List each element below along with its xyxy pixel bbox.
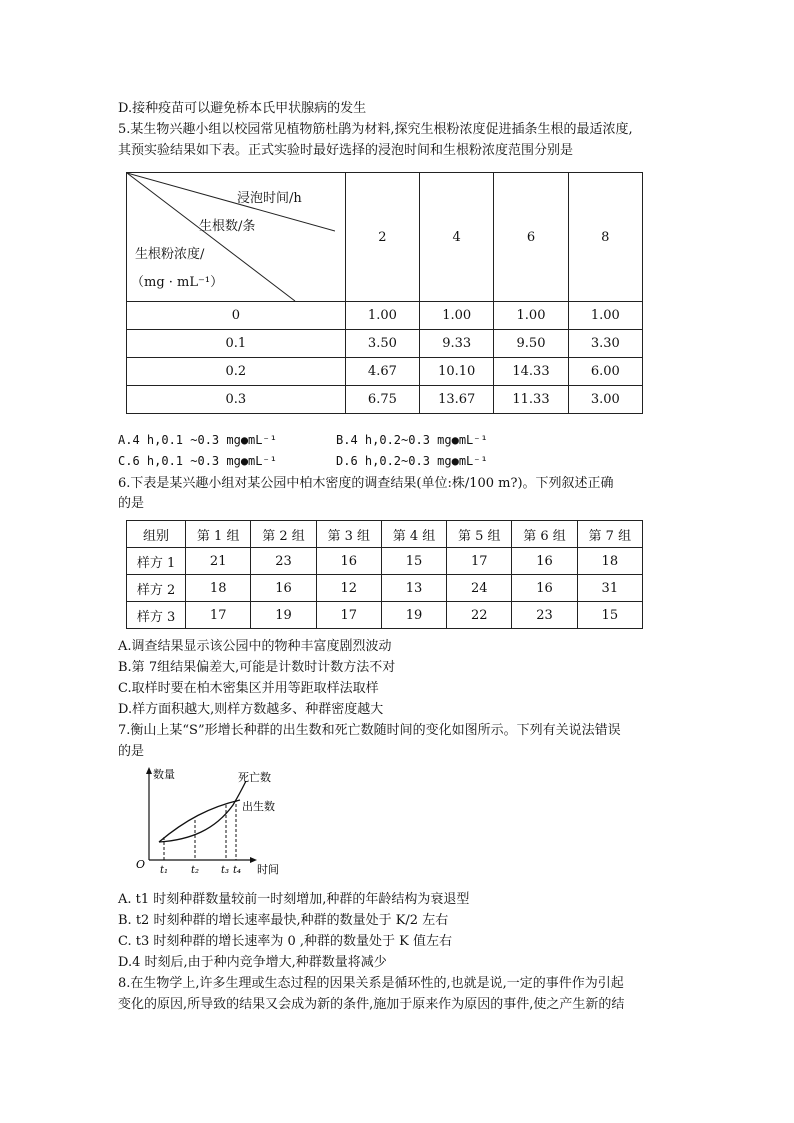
t3-label: t₃: [221, 865, 230, 876]
q5-option-b: B.4 h,0.2~0.3 mg●mL⁻¹: [336, 433, 488, 447]
density-table: [126, 520, 643, 629]
value-cell: 22: [447, 602, 512, 629]
value-cell: 9.50: [494, 330, 568, 358]
row-label: 样方 1: [127, 548, 186, 575]
header-roots: 生根数/条: [199, 219, 256, 234]
value-cell: 1.00: [494, 302, 568, 330]
time-8: 8: [568, 173, 642, 302]
row-label: 样方 3: [127, 602, 186, 629]
q5-stem-2: 其预实验结果如下表。正式实验时最好选择的浸泡时间和生根粉浓度范围分别是: [118, 143, 574, 158]
value-cell: 18: [577, 548, 642, 575]
q7-stem-1: 7.衡山上某“S”形增长种群的出生数和死亡数随时间的变化如图所示。下列有关说法错误: [118, 723, 621, 738]
t1-label: t₁: [160, 865, 169, 876]
conc-cell: 0.3: [127, 386, 346, 414]
q5-option-a: A.4 h,0.1 ~0.3 mg●mL⁻¹: [118, 433, 277, 447]
q8-stem-1: 8.在生物学上,许多生理或生态过程的因果关系是循环性的,也就是说,一定的事件作为引起: [118, 976, 624, 991]
origin-label: O: [136, 858, 146, 871]
q5-option-c: C.6 h,0.1 ~0.3 mg●mL⁻¹: [118, 454, 277, 468]
value-cell: 16: [251, 575, 316, 602]
q6-option-c: C.取样时要在柏木密集区并用等距取样法取样: [118, 681, 379, 696]
value-cell: 17: [447, 548, 512, 575]
conc-cell: 0: [127, 302, 346, 330]
value-cell: 14.33: [494, 358, 568, 386]
time-4: 4: [420, 173, 494, 302]
group-header: 第 2 组: [251, 521, 316, 548]
birth-death-graph: [130, 765, 290, 883]
value-cell: 18: [186, 575, 251, 602]
q5-stem-1: 5.某生物兴趣小组以校园常见植物筋杜鹃为材料,探究生根粉浓度促进插条生根的最适浓度,: [118, 122, 633, 137]
value-cell: 17: [316, 602, 381, 629]
q6-stem-1: 6.下表是某兴趣小组对某公园中柏木密度的调查结果(单位:株/100 m?)。下列叙述正确: [118, 476, 614, 491]
group-header: 第 6 组: [512, 521, 577, 548]
row-label: 样方 2: [127, 575, 186, 602]
header-conc: 生根粉浓度/: [135, 247, 205, 262]
q4-option-d: D.接种疫苗可以避免桥本氏甲状腺病的发生: [118, 101, 367, 116]
x-label: 时间: [257, 863, 279, 876]
value-cell: 17: [186, 602, 251, 629]
birth-curve: [159, 800, 240, 842]
group-header: 第 1 组: [186, 521, 251, 548]
y-label: 数量: [153, 768, 175, 781]
value-cell: 23: [512, 602, 577, 629]
x-arrow-icon: [250, 857, 257, 863]
value-cell: 1.00: [420, 302, 494, 330]
value-cell: 12: [316, 575, 381, 602]
birth-label: 出生数: [242, 800, 275, 813]
header-time: 浸泡时间/h: [237, 191, 302, 206]
t4-label: t₄: [233, 865, 242, 876]
value-cell: 15: [577, 602, 642, 629]
value-cell: 6.00: [568, 358, 642, 386]
q6-option-a: A.调查结果显示该公园中的物种丰富度剧烈波动: [118, 639, 392, 654]
header-unit: （mg · mL⁻¹）: [131, 275, 224, 290]
group-header: 第 7 组: [577, 521, 642, 548]
death-label: 死亡数: [238, 771, 271, 784]
group-header: 第 3 组: [316, 521, 381, 548]
t2-label: t₂: [191, 865, 200, 876]
value-cell: 11.33: [494, 386, 568, 414]
value-cell: 16: [512, 575, 577, 602]
q7-option-a: A. t1 时刻种群数量较前一时刻增加,种群的年龄结构为衰退型: [118, 892, 470, 907]
time-6: 6: [494, 173, 568, 302]
q5-option-d: D.6 h,0.2~0.3 mg●mL⁻¹: [336, 454, 488, 468]
value-cell: 1.00: [345, 302, 419, 330]
value-cell: 3.00: [568, 386, 642, 414]
time-2: 2: [345, 173, 419, 302]
value-cell: 9.33: [420, 330, 494, 358]
value-cell: 19: [381, 602, 446, 629]
conc-cell: 0.1: [127, 330, 346, 358]
value-cell: 15: [381, 548, 446, 575]
conc-cell: 0.2: [127, 358, 346, 386]
value-cell: 6.75: [345, 386, 419, 414]
q7-option-b: B. t2 时刻种群的增长速率最快,种群的数量处于 K/2 左右: [118, 913, 449, 928]
value-cell: 13: [381, 575, 446, 602]
group-header: 第 5 组: [447, 521, 512, 548]
corner-cell: 组别: [127, 521, 186, 548]
q6-stem-2: 的是: [118, 496, 145, 511]
value-cell: 3.30: [568, 330, 642, 358]
group-header: 第 4 组: [381, 521, 446, 548]
value-cell: 4.67: [345, 358, 419, 386]
q7-option-c: C. t3 时刻种群的增长速率为 0 ,种群的数量处于 K 值左右: [118, 934, 453, 949]
value-cell: 3.50: [345, 330, 419, 358]
diag-header: [127, 173, 346, 302]
value-cell: 16: [512, 548, 577, 575]
q8-stem-2: 变化的原因,所导致的结果又会成为新的条件,施加于原来作为原因的事件,使之产生新的结: [118, 997, 625, 1012]
value-cell: 21: [186, 548, 251, 575]
value-cell: 23: [251, 548, 316, 575]
value-cell: 10.10: [420, 358, 494, 386]
q6-option-b: B.第 7组结果偏差大,可能是计数时计数方法不对: [118, 660, 396, 675]
value-cell: 31: [577, 575, 642, 602]
y-arrow-icon: [146, 767, 152, 774]
value-cell: 1.00: [568, 302, 642, 330]
value-cell: 19: [251, 602, 316, 629]
q6-option-d: D.样方面积越大,则样方数越多、种群密度越大: [118, 702, 384, 717]
value-cell: 24: [447, 575, 512, 602]
value-cell: 16: [316, 548, 381, 575]
q7-option-d: D.4 时刻后,由于种内竞争增大,种群数量将减少: [118, 955, 387, 970]
value-cell: 13.67: [420, 386, 494, 414]
death-curve: [159, 781, 246, 842]
rooting-table: [126, 172, 643, 414]
q7-stem-2: 的是: [118, 744, 145, 759]
